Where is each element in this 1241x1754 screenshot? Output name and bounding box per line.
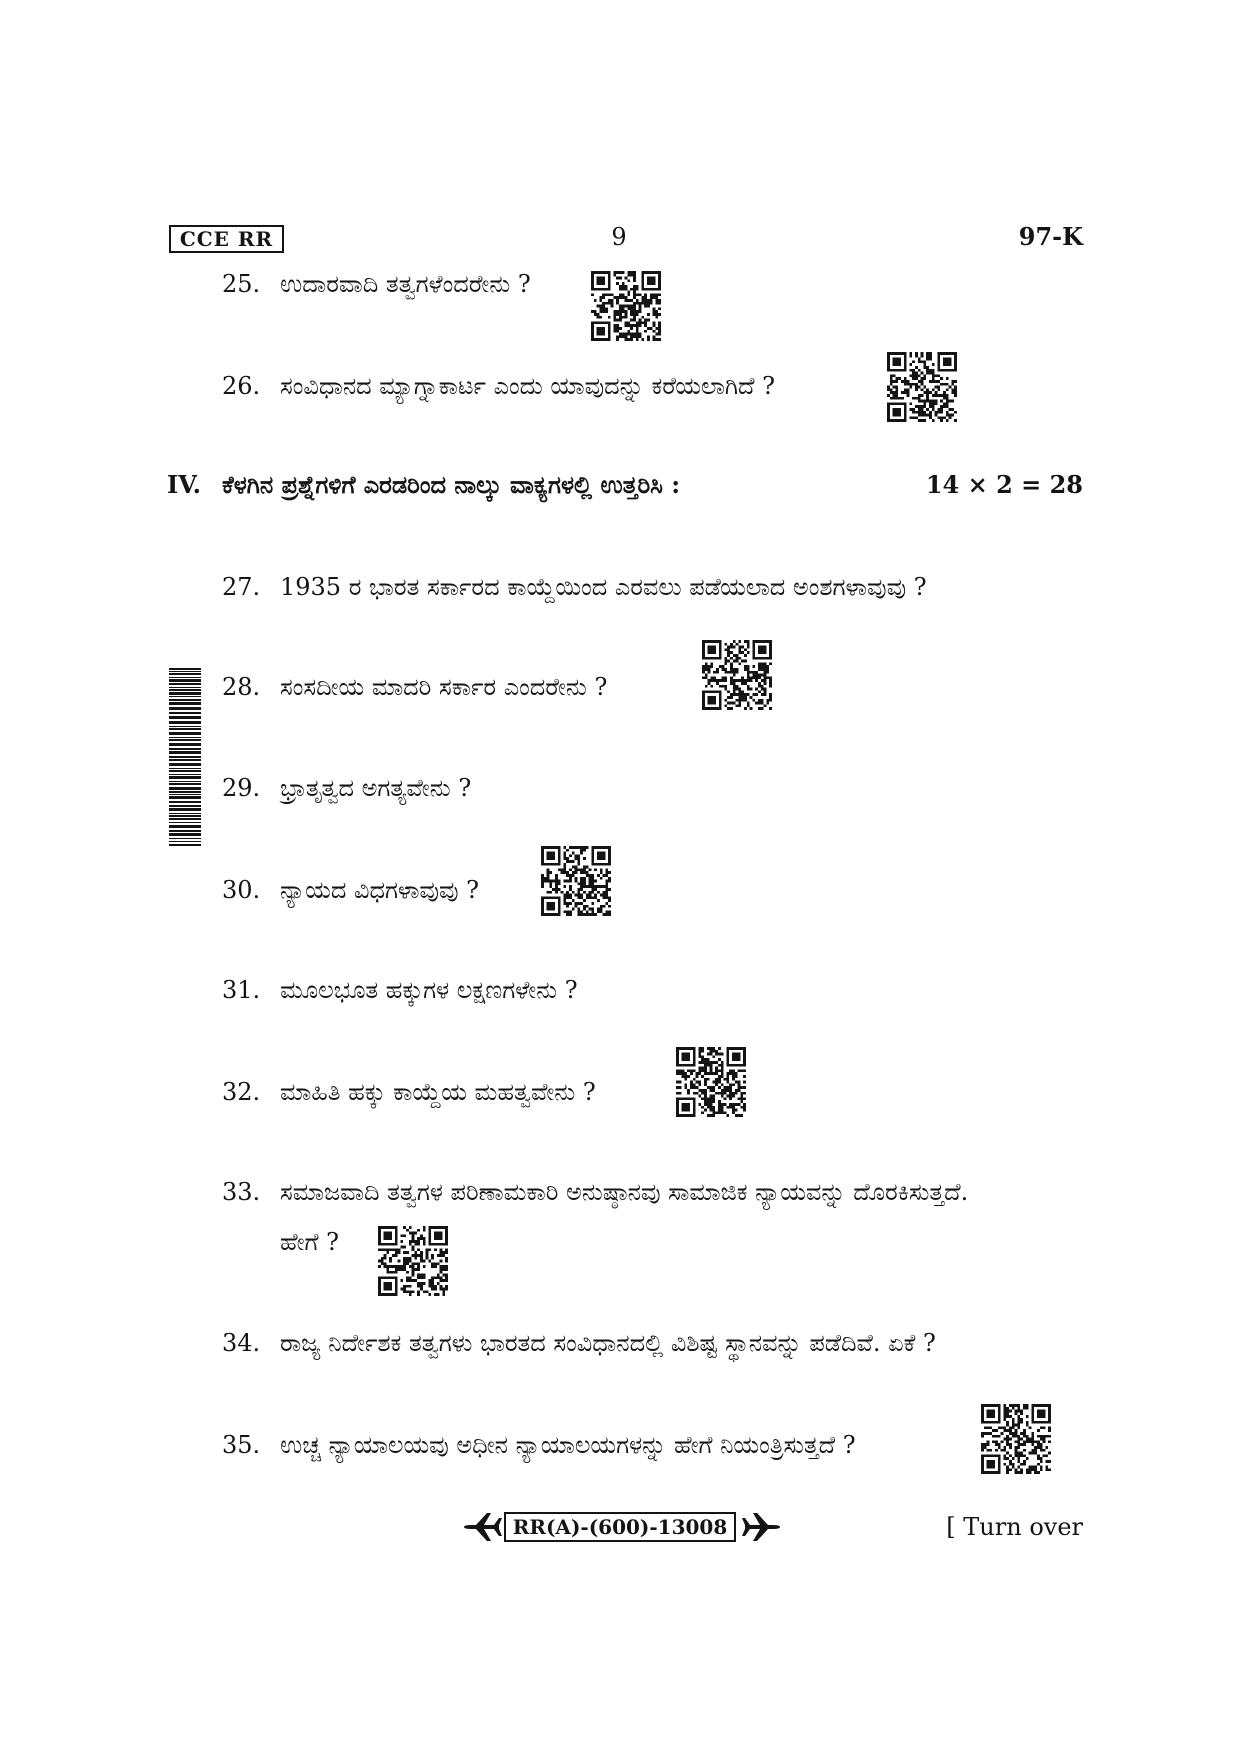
question-text: ಸಮಾಜವಾದಿ ತತ್ವಗಳ ಪರಿಣಾಮಕಾರಿ ಅನುಷ್ಠಾನವು ಸಾಮಾಜಿಕ ನ್ಯಾಯವನ್ನು ದೊರಕಿಸುತ್ತದೆ. (280, 1178, 969, 1206)
question-text: ಭ್ರಾತೃತ್ವದ ಅಗತ್ಯವೇನು ? (280, 774, 472, 802)
question-29 (222, 772, 471, 804)
qr-code-icon (981, 1404, 1051, 1474)
question-text: ಉದಾರವಾದಿ ತತ್ವಗಳೆಂದರೇನು ? (280, 270, 531, 298)
footer-paper-code: RR(A)-(600)-13008 (504, 1512, 736, 1542)
airplane-left-icon (462, 1512, 502, 1542)
question-number: 25. (222, 270, 261, 298)
question-number: 34. (222, 1329, 261, 1357)
question-text: ನ್ಯಾಯದ ವಿಧಗಳಾವುವು ? (280, 876, 480, 904)
section-heading (167, 469, 1083, 501)
question-number: 26. (222, 372, 261, 400)
question-25 (222, 268, 531, 300)
question-text: ಸಂವಿಧಾನದ ಮ್ಯಾಗ್ನಾಕಾರ್ಟ ಎಂದು ಯಾವುದನ್ನು ಕರೆಯಲಾಗಿದೆ ? (280, 372, 776, 400)
question-text: ರಾಜ್ಯ ನಿರ್ದೇಶಕ ತತ್ವಗಳು ಭಾರತದ ಸಂವಿಧಾನದಲ್ಲಿ ವಿಶಿಷ್ಟ ಸ್ಥಾನವನ್ನು ಪಡೆದಿವೆ. ಏಕೆ ? (280, 1329, 936, 1357)
paper-series-code: CCE RR (169, 225, 284, 253)
question-30 (222, 874, 479, 906)
question-35 (222, 1429, 856, 1461)
question-text: ಮೂಲಭೂತ ಹಕ್ಕುಗಳ ಲಕ್ಷಣಗಳೇನು ? (280, 976, 578, 1004)
question-text: 1935 ರ ಭಾರತ ಸರ್ಕಾರದ ಕಾಯ್ದೆಯಿಂದ ಎರವಲು ಪಡೆಯಲಾದ ಅಂಶಗಳಾವುವು ? (280, 573, 927, 601)
qr-code-icon (702, 640, 772, 710)
question-31 (222, 974, 578, 1006)
question-text: ಉಚ್ಚ ನ್ಯಾಯಾಲಯವು ಅಧೀನ ನ್ಯಾಯಾಲಯಗಳನ್ನು ಹೇಗೆ ನಿಯಂತ್ರಿಸುತ್ತದೆ ? (280, 1431, 856, 1459)
question-33-continuation: ಹೇಗೆ ? (280, 1228, 339, 1256)
question-number: 35. (222, 1431, 261, 1459)
question-number: 32. (222, 1078, 261, 1106)
question-number: 27. (222, 573, 261, 601)
barcode-icon (169, 668, 201, 846)
question-27 (222, 571, 927, 603)
airplane-right-icon (742, 1512, 782, 1542)
question-32 (222, 1076, 596, 1108)
section-instruction: ಕೆಳಗಿನ ಪ್ರಶ್ನೆಗಳಿಗೆ ಎರಡರಿಂದ ನಾಲ್ಕು ವಾಕ್ಯಗಳಲ್ಲಿ ಉತ್ತರಿಸಿ : (222, 470, 681, 499)
paper-code: 97-K (1018, 222, 1083, 251)
section-marks: 14 × 2 = 28 (925, 470, 1083, 499)
question-33 (222, 1176, 968, 1208)
qr-code-icon (541, 846, 611, 916)
qr-code-icon (887, 352, 957, 422)
question-26 (222, 370, 775, 402)
question-28 (222, 671, 607, 703)
question-number: 28. (222, 673, 261, 701)
question-text: ಸಂಸದೀಯ ಮಾದರಿ ಸರ್ಕಾರ ಎಂದರೇನು ? (280, 673, 608, 701)
question-number: 30. (222, 876, 261, 904)
question-34 (222, 1327, 936, 1359)
question-number: 29. (222, 774, 261, 802)
question-text: ಮಾಹಿತಿ ಹಕ್ಕು ಕಾಯ್ದೆಯ ಮಹತ್ವವೇನು ? (280, 1078, 596, 1106)
qr-code-icon (591, 271, 661, 341)
qr-code-icon (676, 1047, 746, 1117)
turn-over-label: [ Turn over (946, 1513, 1083, 1541)
qr-code-icon (378, 1226, 448, 1296)
page-number: 9 (611, 223, 627, 251)
question-number: 31. (222, 976, 261, 1004)
question-number: 33. (222, 1178, 261, 1206)
section-number: IV. (167, 470, 202, 499)
